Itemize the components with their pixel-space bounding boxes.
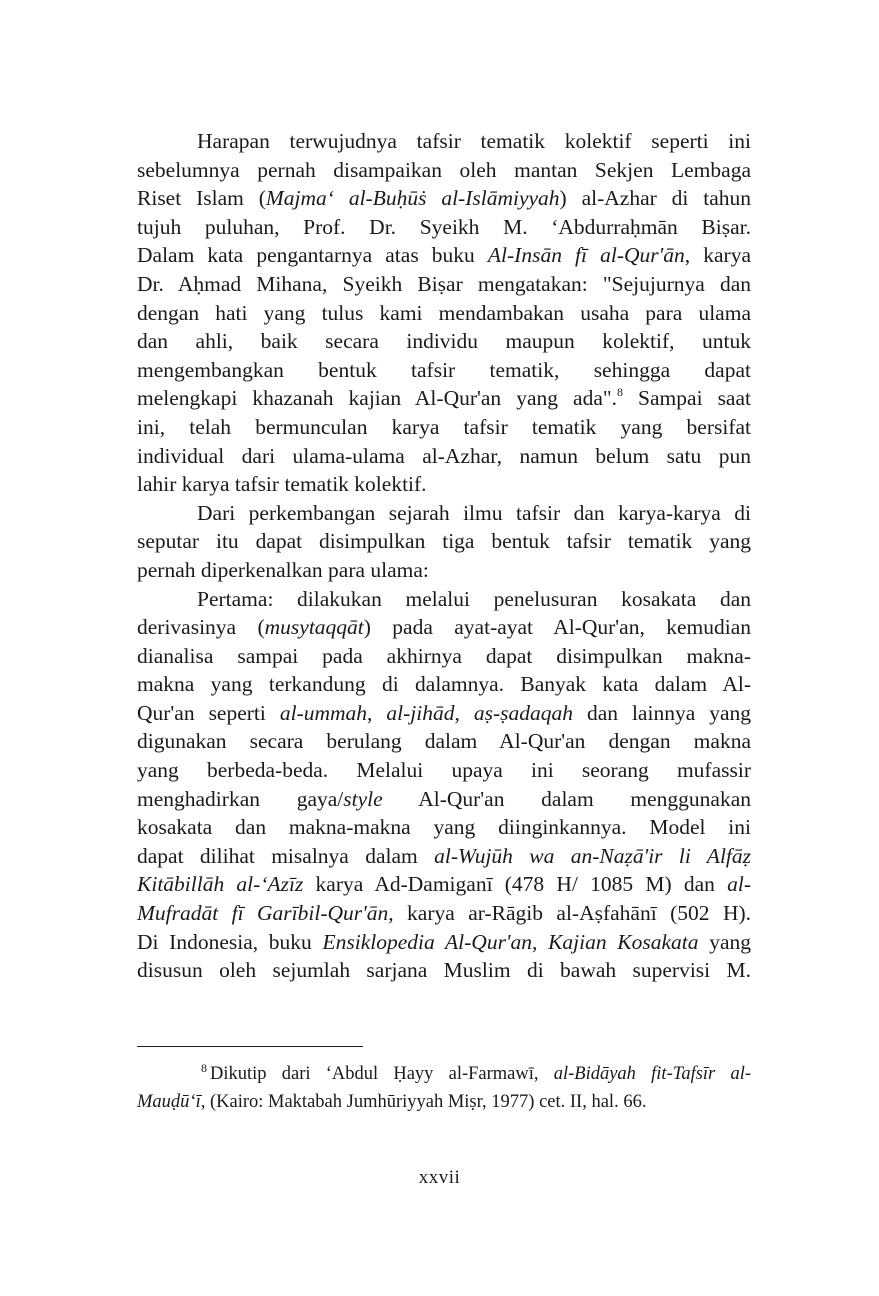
text-line: tujuh puluhan, Prof. Dr. Syeikh M. ‘Abdurraḥmān Biṣar. <box>137 214 751 239</box>
text-line: Harapan terwujudnya tafsir tematik kolektif seperti ini <box>197 129 751 153</box>
text-line: mengembangkan bentuk tafsir tematik, sehingga dapat <box>137 357 751 382</box>
text-line: makna yang terkandung di dalamnya. Banyak kata dalam Al- <box>137 672 751 697</box>
text-line: individual dari ulama-ulama al-Azhar, namun belum satu pun <box>137 443 751 468</box>
text-line: pernah diperkenalkan para ulama: <box>137 557 429 582</box>
text-line: dengan hati yang tulus kami mendambakan usaha para ulama <box>137 300 751 325</box>
text-line: yang berbeda-beda. Melalui upaya ini seorang mufassir <box>137 758 751 783</box>
text-line: seputar itu dapat disimpulkan tiga bentuk tafsir tematik yang <box>137 529 751 554</box>
italic-term: Al-Insān fī al-Qur'ān <box>487 243 685 268</box>
footnote <box>137 1060 751 1116</box>
text-line: digunakan secara berulang dalam Al-Qur'an dengan makna <box>137 729 751 754</box>
italic-term: al-Wujūh wa an-Naẓā'ir li Alfāẓ <box>434 843 752 868</box>
text-line: Kitābillāh al-‘Azīz karya Ad-Damiganī (478 H/ 1085 M) dan al- <box>137 872 752 897</box>
text-line: derivasinya (musytaqqāt) pada ayat-ayat Al-Qur'an, kemudian <box>137 615 751 640</box>
body-text <box>137 127 751 985</box>
text-line: menghadirkan gaya/style Al-Qur'an dalam menggunakan <box>137 786 752 811</box>
italic-term: Mufradāt fī Garībil-Qur'ān <box>137 901 389 926</box>
text-line: lahir karya tafsir tematik kolektif. <box>137 472 427 497</box>
text-line: dapat dilihat misalnya dalam al-Wujūh wa an-Naẓā'ir li Alfāẓ <box>137 843 752 868</box>
italic-term: al- <box>727 872 752 897</box>
text-line: Pertama: dilakukan melalui penelusuran kosakata dan <box>197 586 751 611</box>
page-number: xxvii <box>418 1167 461 1188</box>
italic-term: Mauḍū‘ī, <box>137 1092 206 1112</box>
text-line: Dalam kata pengantarnya atas buku Al-Insān fī al-Qur'ān, karya <box>137 243 751 268</box>
text-line: kosakata dan makna-makna yang diinginkannya. Model ini <box>137 815 751 840</box>
footnote-line: $^8$ Dikutip dari ‘Abdul Ḥayy al-Farmawī, al-Bidāyah fit-Tafsīr al- <box>201 1061 752 1084</box>
text-line: Dari perkembangan sejarah ilmu tafsir dan karya-karya di <box>197 500 751 525</box>
italic-term: al-jihād <box>386 700 455 725</box>
footnote-divider <box>137 1046 363 1047</box>
text-line: Dr. Aḥmad Mihana, Syeikh Biṣar mengatakan: "Sejujurnya dan <box>137 271 751 296</box>
text-line: sebelumnya pernah disampaikan oleh mantan Sekjen Lembaga <box>137 157 751 182</box>
text-line: Di Indonesia, buku Ensiklopedia Al-Qur'an, Kajian Kosakata yang <box>137 929 751 954</box>
text-line: Qur'an seperti al-ummah, al-jihād, aṣ-ṣadaqah dan lainnya yang <box>137 700 752 725</box>
text-line: Mufradāt fī Garībil-Qur'ān, karya ar-Rāgib al-Aṣfahānī (502 H). <box>137 901 751 926</box>
italic-term: style <box>343 786 383 811</box>
text-line: dianalisa sampai pada akhirnya dapat disimpulkan makna- <box>137 643 751 668</box>
italic-term: musytaqqāt <box>264 615 364 640</box>
text-line: melengkapi khazanah kajian Al-Qur'an yang ada".$^8$ Sampai saat <box>137 385 751 411</box>
italic-term: Majma‘ al-Buḥūṡ al-Islāmiyyah <box>265 186 560 211</box>
footnote-reference: 8 <box>617 385 624 400</box>
italic-term: Kitābillāh al-‘Azīz <box>137 872 304 897</box>
italic-term: aṣ-ṣadaqah <box>473 700 573 725</box>
footnote-marker: 8 <box>201 1061 207 1075</box>
text-line: disusun oleh sejumlah sarjana Muslim di bawah supervisi M. <box>137 958 751 983</box>
text-line: Riset Islam (Majma‘ al-Buḥūṡ al-Islāmiyyah) al-Azhar di tahun <box>137 186 752 211</box>
italic-term: Ensiklopedia Al-Qur'an, Kajian Kosakata <box>322 929 699 954</box>
italic-term: al-Bidāyah fit-Tafsīr al- <box>553 1064 752 1084</box>
text-line: ini, telah bermunculan karya tafsir tematik yang bersifat <box>137 414 751 439</box>
footnote-line: Mauḍū‘ī, (Kairo: Maktabah Jumhūriyyah Miṣr, 1977) cet. II, hal. 66. <box>137 1092 647 1112</box>
text-line: dan ahli, baik secara individu maupun kolektif, untuk <box>137 329 751 354</box>
italic-term: al-ummah <box>279 700 368 725</box>
